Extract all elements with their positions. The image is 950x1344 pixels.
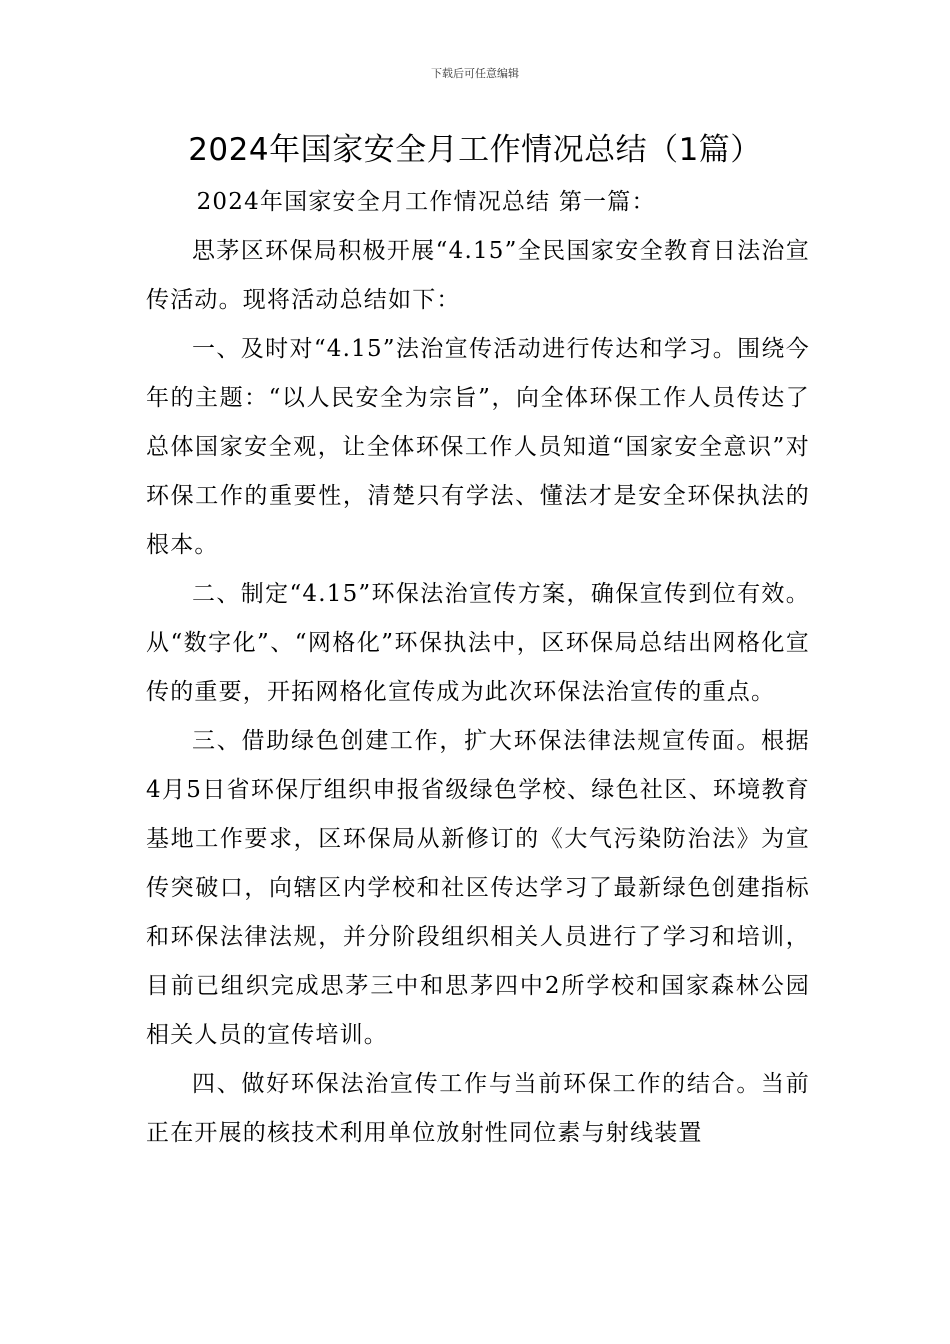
paragraph-section-4: 四、做好环保法治宣传工作与当前环保工作的结合。当前正在开展的核技术利用单位放射性同位素与射线装置 [146, 1071, 810, 1146]
paragraph-intro: 思茅区环保局积极开展“4.15”全民国家安全教育日法治宣传活动。现将活动总结如下： [146, 238, 810, 313]
header-note: 下载后可任意编辑 [431, 67, 519, 80]
document-subheading: 2024年国家安全月工作情况总结 第一篇： [196, 189, 656, 215]
paragraph-section-3: 三、借助绿色创建工作，扩大环保法律法规宣传面。根据4月5日省环保厅组织申报省级绿色学校、绿色社区、环境教育基地工作要求，区环保局从新修订的《大气污染防治法》为宣传突破口，向辖区内学校和社区传达学习了最新绿色创建指标和环保法律法规，并分阶段组织相关人员进行了学习和培训，目前已组织完成思茅三中和思茅四中2所学校和国家森林公园相关人员的宣传培训。 [146, 728, 810, 1048]
paragraph-section-2: 二、制定“4.15”环保法治宣传方案，确保宣传到位有效。从“数字化”、“网格化”环保执法中，区环保局总结出网格化宣传的重要，开拓网格化宣传成为此次环保法治宣传的重点。 [146, 581, 810, 705]
paragraph-section-1: 一、及时对“4.15”法治宣传活动进行传达和学习。围绕今年的主题：“以人民安全为宗旨”，向全体环保工作人员传达了总体国家安全观，让全体环保工作人员知道“国家安全意识”对环保工作的重要性，清楚只有学法、懂法才是安全环保执法的根本。 [146, 336, 810, 558]
document-title: 2024年国家安全月工作情况总结（1篇） [188, 132, 762, 168]
document-body [146, 178, 810, 1158]
